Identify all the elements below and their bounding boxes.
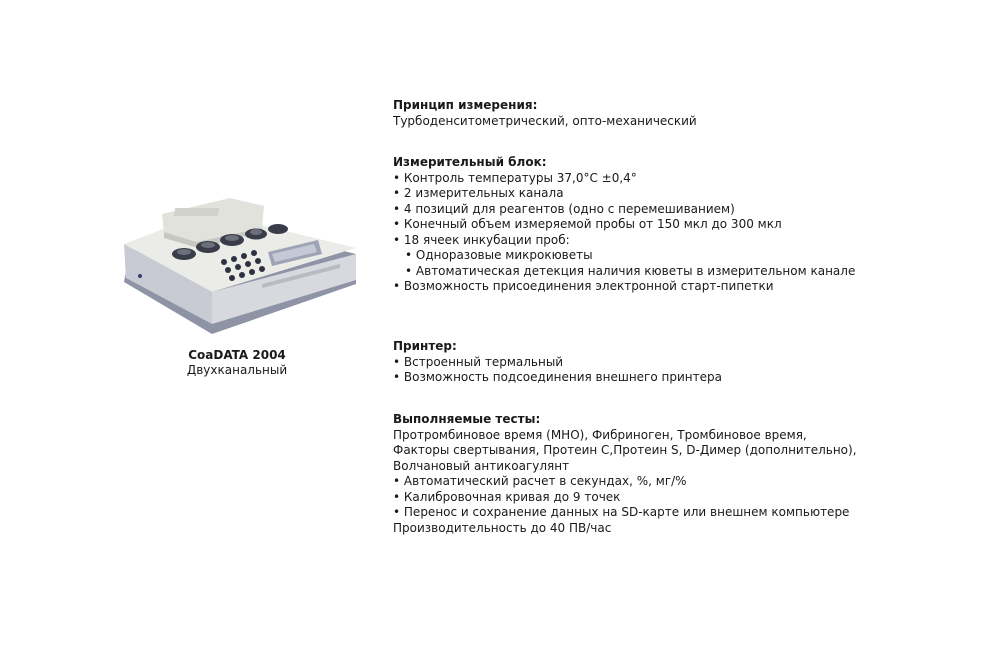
- list-item: • Конечный объем измеряемой пробы от 150 мкл до 300 мкл: [393, 217, 993, 233]
- measuring-block-title: Измерительный блок:: [393, 155, 547, 169]
- printer-list: [393, 355, 993, 386]
- tests-line: Волчановый антикоагулянт: [393, 458, 570, 473]
- principle-title: Принцип измерения:: [393, 98, 538, 112]
- product-caption: [112, 348, 362, 378]
- principle-section: [393, 98, 993, 129]
- tests-footer: Производительность до 40 ПВ/час: [393, 520, 612, 535]
- tests-line: Протромбиновое время (МНО), Фибриноген, Тромбиновое время,: [393, 427, 807, 442]
- list-item: • 18 ячеек инкубации проб:: [393, 233, 993, 249]
- tests-title: Выполняемые тесты:: [393, 412, 541, 426]
- sub-list-item: • Одноразовые микрокюветы: [393, 248, 993, 264]
- tests-section: [393, 412, 993, 536]
- measuring-block-list: [393, 171, 993, 295]
- principle-text: Турбоденситометрический, опто-механический: [393, 113, 697, 128]
- printer-title: Принтер:: [393, 339, 457, 353]
- coagulometer-device-icon: [112, 192, 362, 342]
- product-image: [112, 192, 362, 342]
- measuring-block-section: [393, 155, 993, 295]
- printer-section: [393, 339, 993, 386]
- list-item: • 2 измерительных канала: [393, 186, 993, 202]
- list-item: • Автоматический расчет в секундах, %, мг/%: [393, 474, 993, 490]
- tests-line: Факторы свертывания, Протеин С,Протеин S, D-Димер (дополнительно),: [393, 443, 857, 457]
- list-item: • Возможность подсоединения внешнего принтера: [393, 370, 993, 386]
- list-item: • Перенос и сохранение данных на SD-карте или внешнем компьютере: [393, 505, 993, 521]
- list-item: • Возможность присоединения электронной старт-пипетки: [393, 279, 993, 295]
- list-item: • Встроенный термальный: [393, 355, 993, 371]
- list-item: • Калибровочная кривая до 9 точек: [393, 490, 993, 506]
- sub-list-item: • Автоматическая детекция наличия кюветы в измерительном канале: [393, 264, 993, 280]
- list-item: • 4 позиций для реагентов (одно с перемешиванием): [393, 202, 993, 218]
- tests-list: [393, 474, 993, 521]
- product-model: CoaDATA 2004: [188, 348, 286, 362]
- list-item: • Контроль температуры 37,0°С ±0,4°: [393, 171, 993, 187]
- product-subtitle: Двухканальный: [186, 363, 288, 377]
